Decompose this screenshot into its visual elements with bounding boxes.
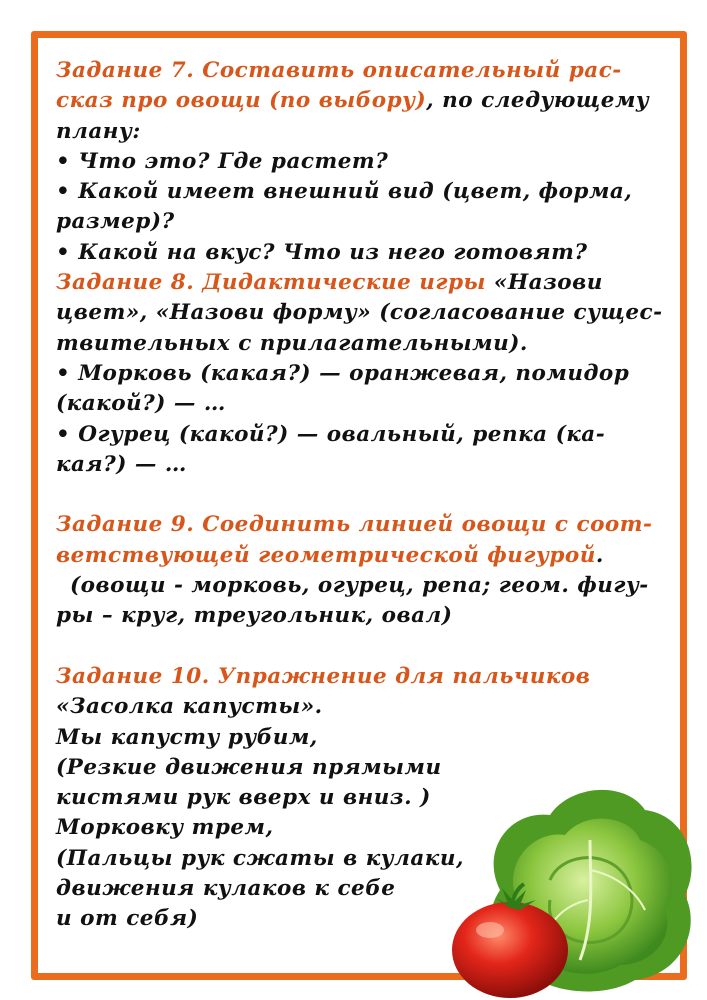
vegetables-illustration [440,770,707,1000]
task8-heading-rest: «Назови [485,270,603,296]
task9-heading-rest: . [595,542,604,568]
task10-line: (Пальцы рук сжаты в кулаки, [56,845,464,871]
task7-heading-cont: сказ про овощи (по выбору) [56,88,427,114]
task8-line: твительных с прилагательными). [56,330,528,356]
spacer [56,480,656,510]
task7-heading-rest: , по следующему [426,88,650,114]
task7-item: • Что это? Где растет? [56,148,389,174]
task9-title-line [56,510,656,540]
task8-line: • Огурец (какой?) — овальный, репка (ка- [56,421,606,447]
task10-line: кистями рук вверх и вниз. ) [56,785,431,811]
task10-line: (Резкие движения прямыми [56,754,442,780]
task9-line: ры – круг, треугольник, овал) [56,603,453,629]
task7-title-line-2 [56,86,656,116]
task8-heading: Задание 8. Дидактические игры [56,270,486,296]
task8-line: • Морковь (какая?) — оранжевая, помидор [56,360,630,386]
task7-item: • Какой имеет внешний вид (цвет, форма, [56,179,633,205]
task10-line: «Засолка капусты». [56,694,323,720]
task9-heading: Задание 9. Соединить линией овощи с соот- [56,512,653,538]
task9-line: (овощи - морковь, огурец, репа; геом. фигу- [70,573,649,599]
task7-item: • Какой на вкус? Что из него готовят? [56,239,588,265]
task10-title-line [56,662,656,692]
task7-title-line [56,56,656,86]
task9-title-line-2 [56,541,656,571]
task10-line: Морковку трем, [56,815,274,841]
task8-line: кая?) — … [56,451,187,477]
task10-line: движения кулаков к себе [56,876,396,902]
task7-line: плану: [56,118,141,144]
task7-item: размер)? [56,209,175,235]
task8-line: (какой?) — … [56,391,226,417]
task7-heading: Задание 7. Составить описательный рас- [56,58,622,83]
task10-heading: Задание 10. Упражнение для пальчиков [56,663,591,689]
spacer [56,632,656,662]
task10-line: Мы капусту рубим, [56,724,318,750]
task10-line: и от себя) [56,906,199,932]
task9-heading-cont: ветствующей геометрической фигурой [56,542,596,568]
task8-title-line [56,268,656,298]
task8-line: цвет», «Назови форму» (согласование сущес- [56,300,663,326]
